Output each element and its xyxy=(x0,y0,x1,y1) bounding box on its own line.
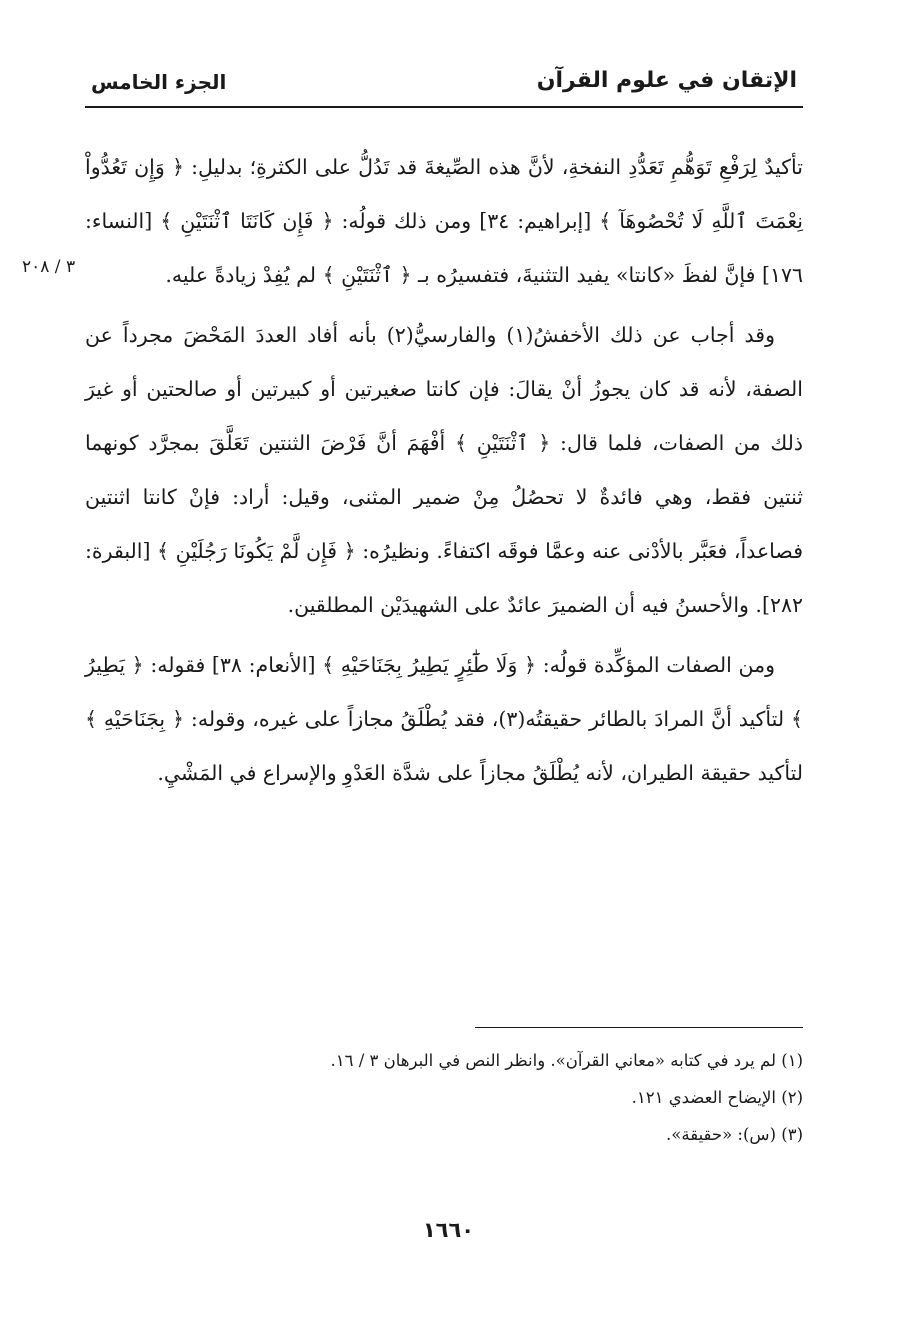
part-title: الجزء الخامس xyxy=(91,70,227,94)
main-text xyxy=(85,140,803,806)
footnote: (٢) الإيضاح العضدي ١٢١. xyxy=(631,1088,803,1107)
paragraph: تأكيدٌ لِرَفْعِ تَوَهُّمِ تَعَدُّدِ النفخةِ، لأنَّ هذه الصِّيغةَ قد تَدُلُّ على الكثرةِ؛ بدليلِ: ﴿ وَإِن تَعُدُّواْ نِعْمَتَ ٱللَّهِ لَا تُحْصُوهَآ ﴾ [إبراهيم: ٣٤] ومن ذلك قولُه: ﴿ فَإِن كَانَتَا ٱثْنَتَيْنِ ﴾ [النساء: ١٧٦] فإنَّ لفظَ «كانتا» يفيد التثنيةَ، فتفسيرُه بـ ﴿ ٱثْنَتَيْنِ ﴾ لم يُفِدْ زيادةً عليه. xyxy=(85,155,804,287)
book-title: الإتقان في علوم القرآن xyxy=(536,68,797,93)
footnote: (٣) (س): «حقيقة». xyxy=(666,1125,803,1144)
paragraph: ومن الصفات المؤكِّدة قولُه: ﴿ وَلَا طَٰٓئِرٍ يَطِيرُ بِجَنَاحَيْهِ ﴾ [الأنعام: ٣٨] فقوله: ﴿ يَطِيرُ ﴾ لتأكيد أنَّ المرادَ بالطائر حقيقتُه(٣)، فقد يُطْلَقُ مجازاً على غيره، وقوله: ﴿ بِجَنَاحَيْهِ ﴾ لتأكيد حقيقة الطيران، لأنه يُطْلَقُ مجازاً على شدَّة العَدْوِ والإسراع في المَشْيِ. xyxy=(85,653,803,785)
margin-reference: ٣ / ٢٠٨ xyxy=(22,257,76,277)
footnote: (١) لم يرد في كتابه «معاني القرآن». وانظر النص في البرهان ٣ / ١٦. xyxy=(330,1051,803,1070)
paragraph: وقد أجاب عن ذلك الأخفشُ(١) والفارسيُّ(٢) بأنه أفاد العددَ المَحْضَ مجرداً عن الصفة، لأنه قد كان يجوزُ أنْ يقالَ: فإن كانتا صغيرتين أو كبيرتين أو صالحتين أو غيرَ ذلك من الصفات، فلما قال: ﴿ ٱثْنَتَيْنِ ﴾ أفْهَمَ أنَّ فَرْضَ الثنتين تَعَلَّقَ بمجرَّد كونهما ثنتين فقط، وهي فائدةٌ لا تحصُلُ مِنْ ضمير المثنى، وقيل: أراد: فإنْ كانتا اثنتين فصاعداً، فعَبَّر بالأدْنى عنه وعمَّا فوقَه اكتفاءً. ونظيرُه: ﴿ فَإِن لَّمْ يَكُونَا رَجُلَيْنِ ﴾ [البقرة: ٢٨٢]. والأحسنُ فيه أن الضميرَ عائدٌ على الشهيدَيْن المطلقين. xyxy=(85,323,803,617)
footnotes xyxy=(85,1042,803,1153)
footnote-divider xyxy=(475,1027,803,1028)
page-number: ١٦٦٠ xyxy=(422,1218,475,1242)
running-header xyxy=(85,60,803,108)
